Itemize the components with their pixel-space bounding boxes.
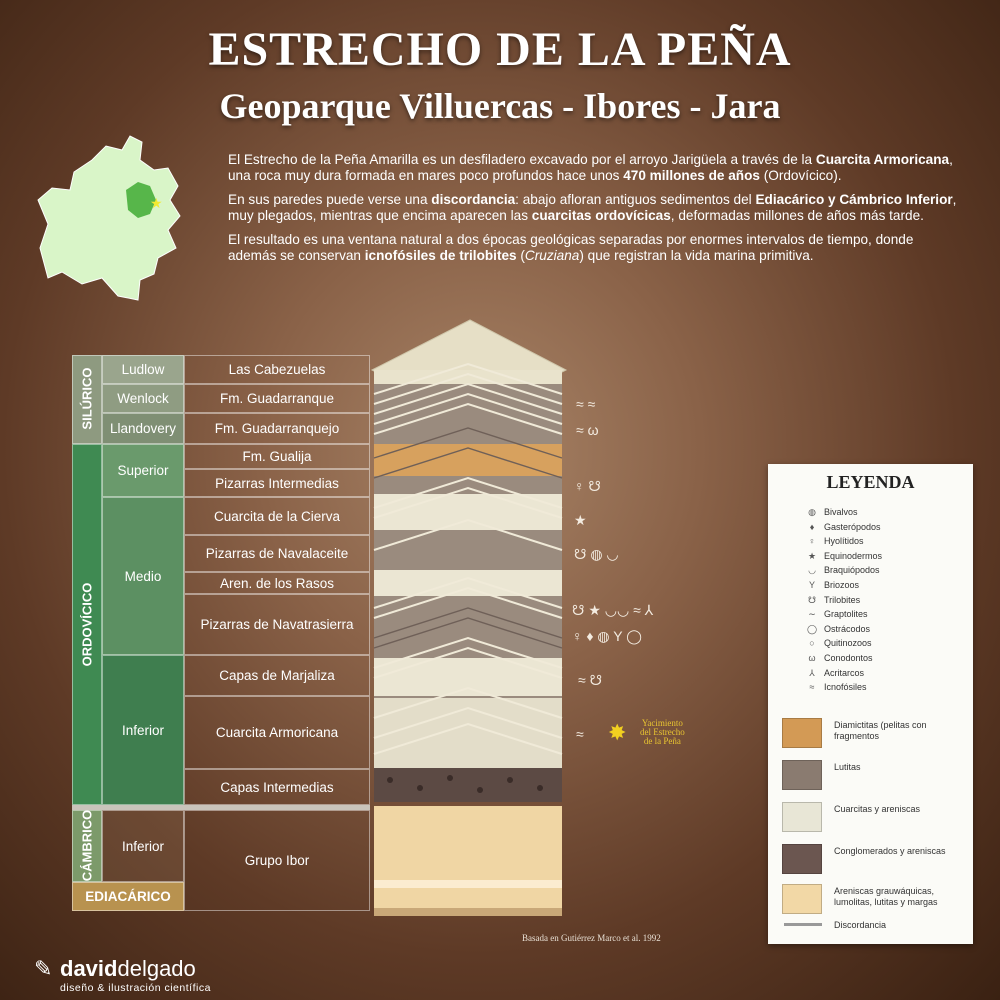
region-map-shape [38,136,180,300]
echinoderm-icon: ★ [574,512,587,528]
brachiopod-icon: ☋ ◍ ◡ [574,546,619,562]
formation-guadarranque: Fm. Guadarranque [184,384,370,413]
stratigraphic-table [72,355,370,911]
rock-swatch [782,884,822,914]
rock-swatch-label: Diamictitas (pelitas con fragmentos [834,720,927,741]
ichnofossil-icon: ≈ ≈ [576,396,596,412]
formation-gualija: Fm. Gualija [184,444,370,469]
stratigraphic-column [370,318,570,938]
period-siluric-label: SILÚRICO [79,367,95,430]
epoch-llandovery: Llandovery [102,413,184,444]
legend-item-icnofósiles [804,681,867,693]
legend-item-label: Icnofósiles [824,682,867,693]
epoch-ordovician-inferior: Inferior [102,655,184,805]
legend [768,464,973,944]
discordance-swatch [784,923,822,926]
epoch-ordovician-medio: Medio [102,497,184,655]
formation-cuarcita-armoricana: Cuarcita Armoricana [184,696,370,769]
formation-pizarras-intermedias: Pizarras Intermedias [184,469,370,497]
formation-arenas-rasos: Aren. de los Rasos [184,572,370,594]
rock-swatch-label: Areniscas grauwáquicas, lumolitas, lutitas y margas [834,886,938,907]
trilobite-icon: ♀ ☋ [574,478,601,494]
brand-tagline: diseño & ilustración científica [60,982,211,994]
epoch-wenlock: Wenlock [102,384,184,413]
brand-name: daviddelgado [60,956,196,981]
legend-item-conodontos [804,652,873,664]
epoch-ludlow: Ludlow [102,355,184,384]
legend-discordance-label: Discordancia [834,920,887,930]
rock-swatch [782,760,822,790]
ichnofossil-armoricana-icon: ≈ [576,726,584,742]
legend-item-label: Conodontos [824,653,873,663]
bryozoan-icon: Y [808,580,815,590]
legend-item-braquiópodos [804,564,880,576]
legend-item-label: Briozoos [824,580,860,590]
rock-swatch-label: Cuarcitas y areniscas [834,804,921,814]
source-note: Basada en Gutiérrez Marco et al. 1992 [522,933,661,943]
hyolith-icon: ♀ [808,536,816,547]
site-label: Yacimiento del Estrecho de la Peña [640,718,685,746]
period-cambrian-label: CÁMBRICO [79,809,95,882]
brachiopod-icon: ◡ [808,565,816,576]
legend-item-bivalvos [804,506,858,518]
legend-item-label: Braquiópodos [824,565,880,576]
rock-swatch [782,718,822,748]
column-layers [374,364,562,802]
legend-item-label: Trilobites [824,594,861,605]
formation-capas-marjaliza: Capas de Marjaliza [184,655,370,696]
legend-item-ostrácodos [804,623,870,635]
legend-item-label: Graptolites [824,609,868,620]
site-star-icon: ★ [150,196,163,212]
formation-las-cabezuelas: Las Cabezuelas [184,355,370,384]
rock-swatch-label: Conglomerados y areniscas [834,846,946,856]
period-ordovician-label: ORDOVÍCICO [79,582,95,667]
trilobite-icon: ☋ [808,594,816,605]
legend-item-acritarcos [804,667,864,679]
page-title: ESTRECHO DE LA PEÑA [208,23,792,76]
graptolite-icon: ∼ [808,609,816,620]
formation-pizarras-navalaceite: Pizarras de Navalaceite [184,535,370,572]
legend-title: LEYENDA [826,472,915,492]
formation-grupo-ibor: Grupo Ibor [184,810,370,911]
gastropod-icon: ♦ [809,521,815,532]
rock-swatch [782,844,822,874]
rock-swatch [782,802,822,832]
legend-item-label: Equinodermos [824,550,883,561]
formation-guadarranquejo: Fm. Guadarranquejo [184,413,370,444]
chitinozoan-icon: ○ [809,638,815,649]
conodont-icon: ω [808,653,816,663]
fossil-group-2-icon: ♀ ♦ ◍ Y ◯ [572,628,642,644]
legend-item-graptolites [804,608,868,620]
ostracod-icon: ◯ [806,623,818,634]
intro-paragraph-1: El Estrecho de la Peña Amarilla es un desfiladero excavado por el arroyo Jarigüela a través de la Cuarcita Armoricana, una roca muy dura formada en mares poco profundos hace unos 470 millones de años (Ordovícico). [228,152,953,183]
formation-capas-intermedias: Capas Intermedias [184,769,370,805]
page-subtitle: Geoparque Villuercas - Ibores - Jara [219,86,781,126]
legend-item-hyolítidos [804,535,864,547]
formation-pizarras-navatrasierra: Pizarras de Navatrasierra [184,594,370,655]
ichnofossil-trilobite-icon: ≈ ☋ [578,672,603,688]
legend-item-equinodermos [804,550,882,562]
epoch-ordovician-superior: Superior [102,444,184,497]
legend-item-quitinozoos [804,637,872,649]
acritarch-icon: ⅄ [809,667,815,678]
legend-item-label: Gasterópodos [824,521,881,532]
intro-paragraph-3: El resultado es una ventana natural a dos épocas geológicas separadas por enormes intervalos de tiempo, donde además se conservan icnofósiles de trilobites (Cruziana) que registran la vida marina primitiva. [228,232,914,263]
epoch-cambrian-inferior: Inferior [102,810,184,882]
rock-swatch-label: Lutitas [834,762,861,772]
legend-item-label: Acritarcos [824,667,865,678]
legend-item-label: Hyolítidos [824,536,864,547]
bivalve-icon: ◍ [808,507,816,517]
intro-text [228,152,963,272]
site-star-icon: ✸ [608,720,627,745]
column-base-block [374,806,562,916]
legend-item-label: Bivalvos [824,507,858,517]
formation-cuarcita-cierva: Cuarcita de la Cierva [184,497,370,535]
ichnofossil-icon: ≈ [809,682,815,693]
legend-item-trilobites [804,594,860,606]
legend-item-label: Ostrácodos [824,623,871,634]
region-map [30,128,200,308]
period-ediacaran: EDIACÁRICO [72,882,184,911]
legend-item-gasterópodos [804,521,881,533]
legend-item-briozoos [804,579,859,591]
fossil-group-icon: ☋ ★ ◡◡ ≈ ⅄ [572,602,654,618]
echinoderm-icon: ★ [807,550,817,561]
graptolite-icon: ≈ ω [576,422,599,438]
discordance-line [72,805,370,810]
brand-logo-icon: ✎ [34,956,53,981]
intro-paragraph-2: En sus paredes puede verse una discordancia: abajo afloran antiguos sedimentos del Ediacárico y Cámbrico Inferior, muy plegados, mientras que encima aparecen las cuarcitas ordovícicas, deformadas millones de años más tarde. [228,192,957,223]
legend-item-label: Quitinozoos [824,638,872,649]
